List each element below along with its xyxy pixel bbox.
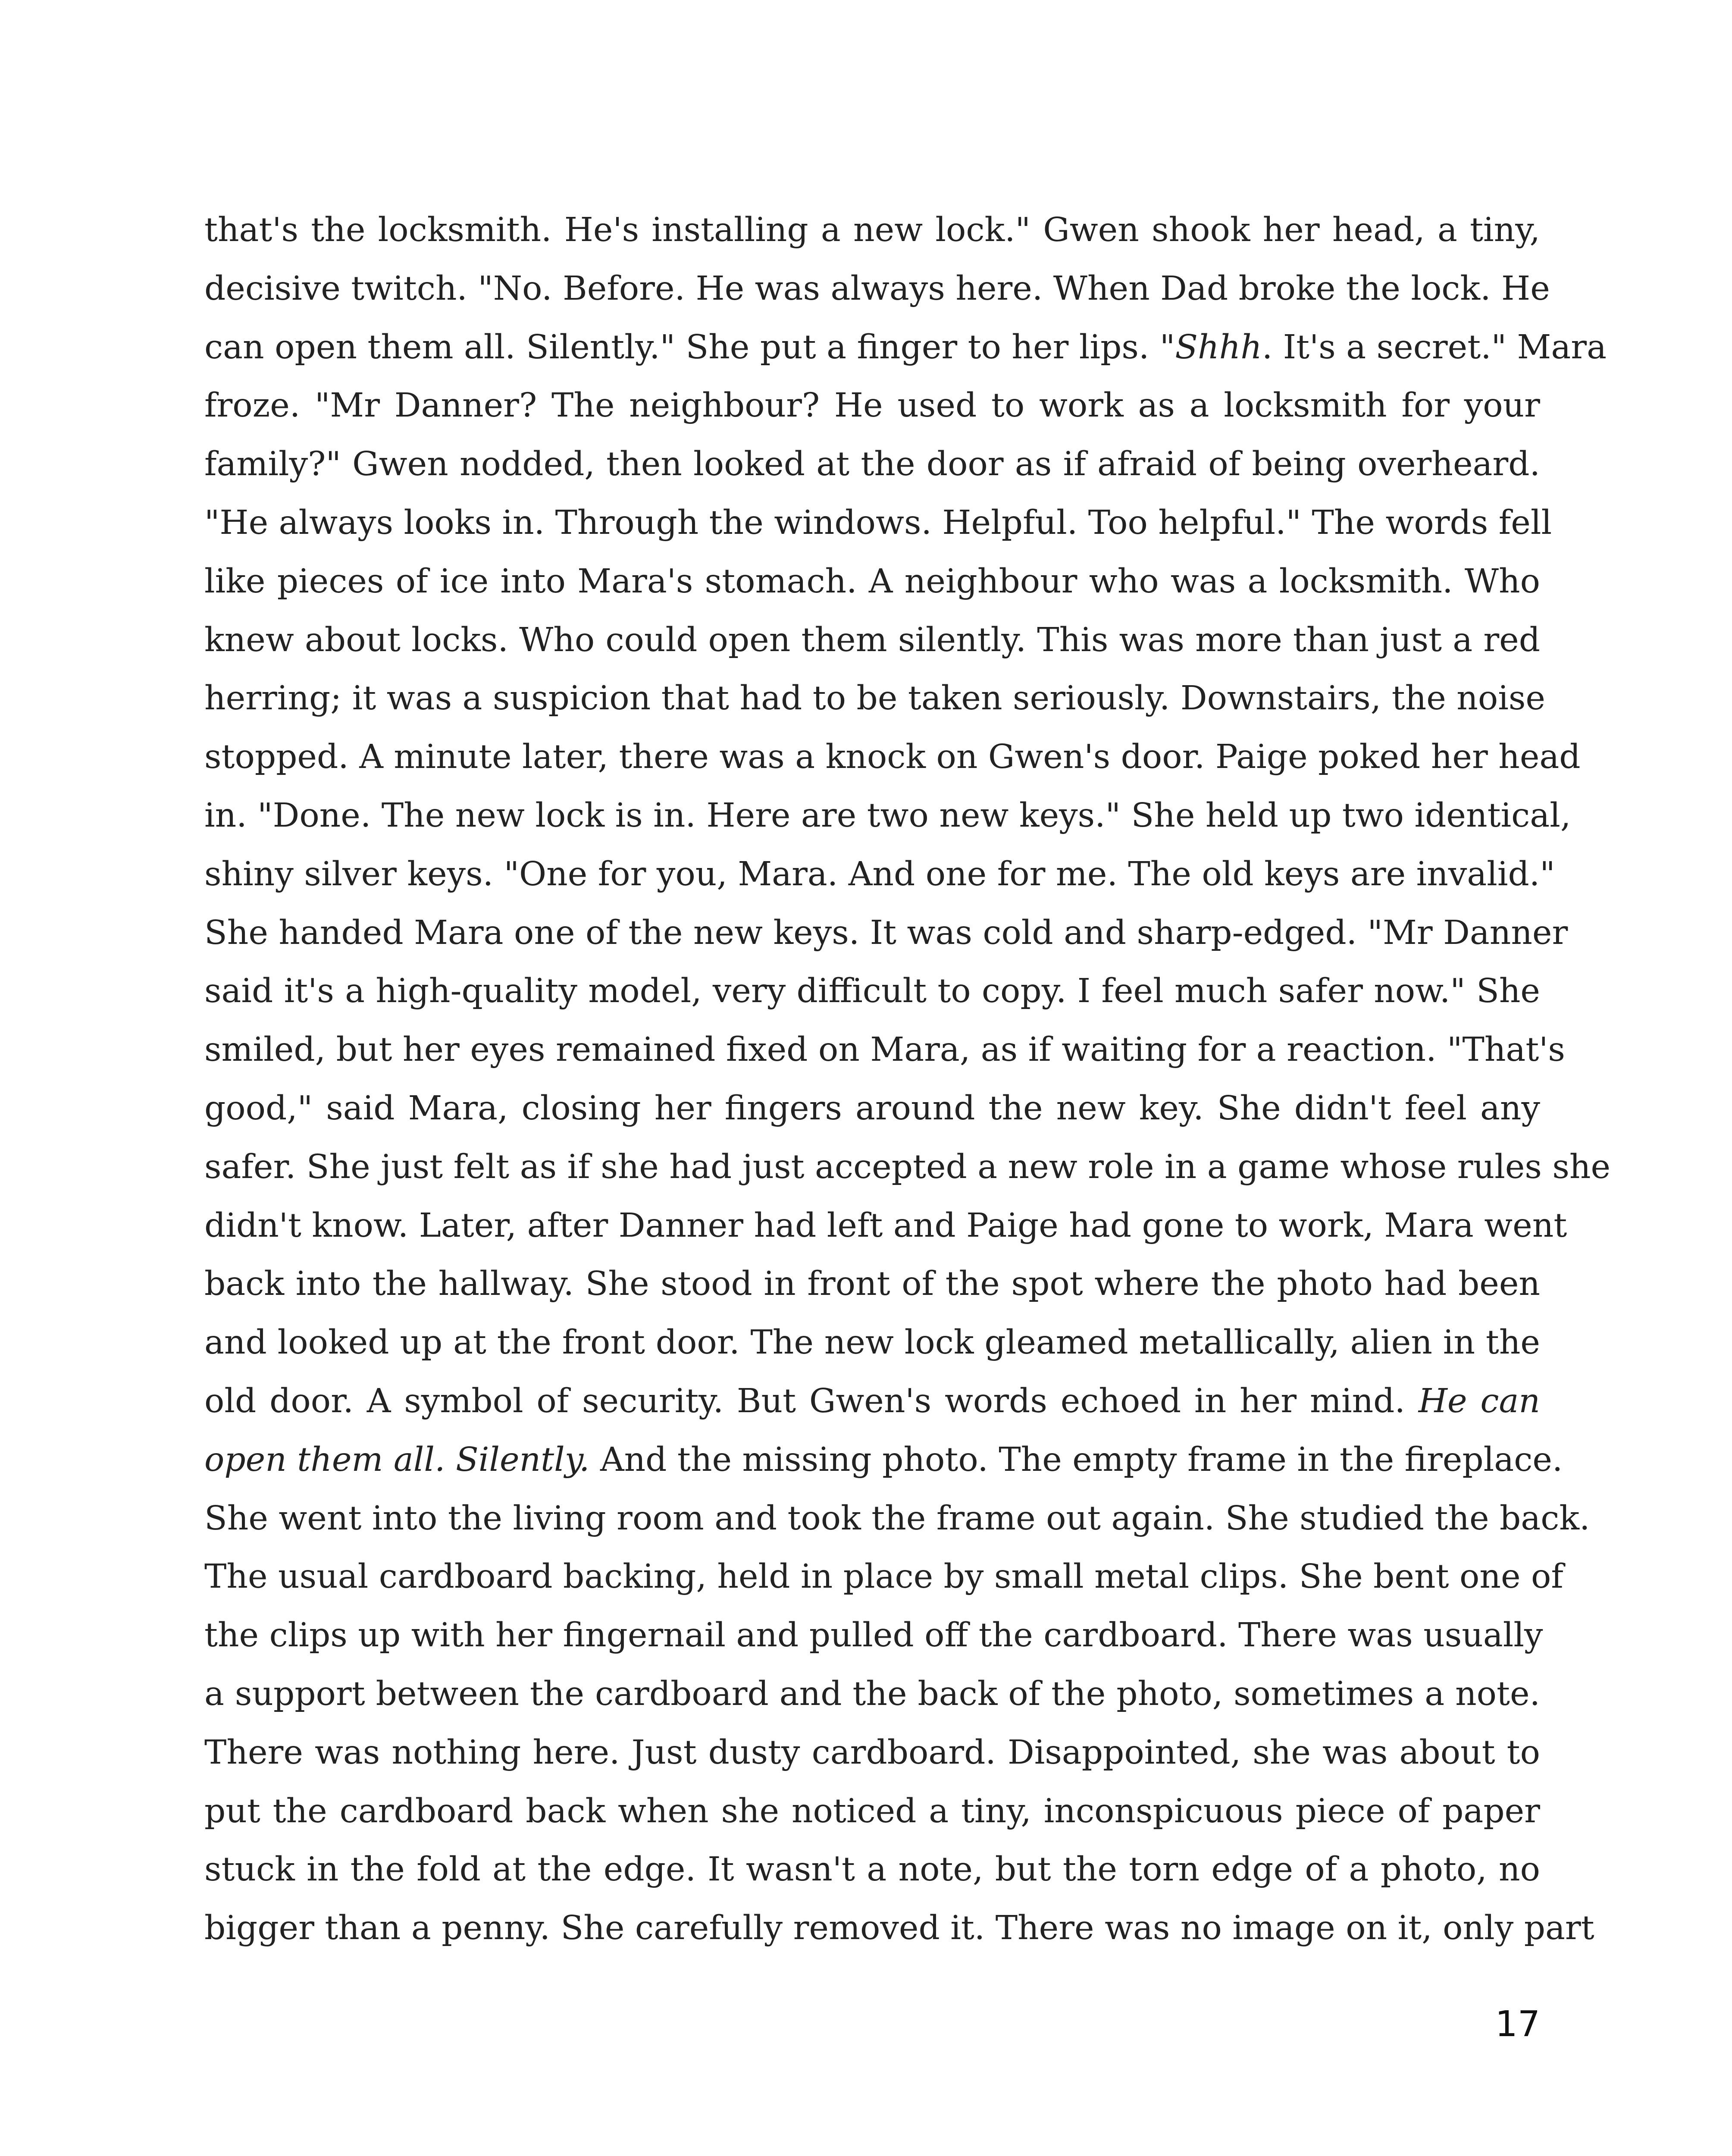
text-line [204, 845, 1555, 904]
text-segment: The usual cardboard backing, held in place by small metal clips. She bent one of [204, 1557, 1563, 1596]
text-line [204, 1138, 1611, 1197]
text-segment: . It's a secret." Mara [1262, 328, 1607, 367]
text-segment: herring; it was a suspicion that had to be taken seriously. Downstairs, the noise [204, 679, 1545, 718]
text-segment: stopped. A minute later, there was a knock on Gwen's door. Paige poked her head [204, 738, 1581, 777]
text-segment: old door. A symbol of security. But Gwen's words echoed in her mind. [204, 1382, 1419, 1420]
text-line [204, 1724, 1540, 1782]
body-text [204, 201, 1611, 1958]
text-segment: good," said Mara, closing her fingers around the new key. She didn't feel any [204, 1089, 1540, 1128]
text-segment: back into the hallway. She stood in front of the spot where the photo had been [204, 1265, 1540, 1304]
text-segment: bigger than a penny. She carefully removed it. There was no image on it, only part [204, 1909, 1594, 1948]
text-line [204, 611, 1540, 670]
text-segment: safer. She just felt as if she had just accepted a new role in a game whose rules she [204, 1147, 1611, 1186]
italic-text: open them all. Silently. [204, 1440, 590, 1479]
text-segment: family?" Gwen nodded, then looked at the door as if afraid of being overheard. [204, 445, 1540, 484]
text-segment: said it's a high-quality model, very difficult to copy. I feel much safer now." She [204, 972, 1540, 1011]
text-segment: didn't know. Later, after Danner had left and Paige had gone to work, Mara went [204, 1206, 1567, 1245]
text-line [204, 318, 1607, 377]
text-line [204, 904, 1568, 962]
text-segment: There was nothing here. Just dusty cardboard. Disappointed, she was about to [204, 1733, 1540, 1772]
text-line [204, 728, 1581, 787]
text-segment: She handed Mara one of the new keys. It was cold and sharp-edged. "Mr Danner [204, 913, 1568, 952]
text-line [204, 1548, 1563, 1606]
text-line [204, 1021, 1565, 1079]
text-segment: smiled, but her eyes remained fixed on Mara, as if waiting for a reaction. "That's [204, 1031, 1565, 1069]
text-line [204, 1197, 1567, 1255]
text-line [204, 376, 1540, 435]
text-line [204, 1313, 1540, 1372]
text-segment: shiny silver keys. "One for you, Mara. And one for me. The old keys are invalid." [204, 855, 1555, 893]
text-segment: decisive twitch. "No. Before. He was always here. When Dad broke the lock. He [204, 269, 1550, 308]
text-line [204, 1372, 1540, 1431]
text-line [204, 1840, 1540, 1899]
text-segment: stuck in the fold at the edge. It wasn't a note, but the torn edge of a photo, no [204, 1850, 1540, 1889]
text-line [204, 1606, 1543, 1665]
text-segment: that's the locksmith. He's installing a new lock." Gwen shook her head, a tiny, [204, 211, 1540, 249]
text-line [204, 1899, 1594, 1958]
text-segment: knew about locks. Who could open them silently. This was more than just a red [204, 620, 1540, 659]
text-line [204, 1255, 1540, 1313]
text-segment: can open them all. Silently." She put a finger to her lips. " [204, 328, 1175, 367]
text-line [204, 435, 1540, 494]
text-segment: and looked up at the front door. The new lock gleamed metallically, alien in the [204, 1323, 1540, 1362]
text-line [204, 669, 1545, 728]
italic-text: Shhh [1175, 328, 1262, 367]
text-segment: the clips up with her fingernail and pulled off the cardboard. There was usually [204, 1616, 1543, 1655]
text-line [204, 1489, 1590, 1548]
italic-text: He can [1418, 1382, 1540, 1420]
text-line [204, 1431, 1563, 1489]
text-line [204, 552, 1540, 611]
text-segment: "He always looks in. Through the windows. Helpful. Too helpful." The words fell [204, 503, 1552, 542]
text-segment: like pieces of ice into Mara's stomach. A neighbour who was a locksmith. Who [204, 562, 1540, 601]
text-segment: in. "Done. The new lock is in. Here are two new keys." She held up two identical, [204, 796, 1571, 835]
page-number: 17 [1495, 2004, 1540, 2045]
text-line [204, 1665, 1540, 1724]
text-segment: a support between the cardboard and the back of the photo, sometimes a note. [204, 1674, 1540, 1713]
text-line [204, 260, 1550, 318]
text-segment: put the cardboard back when she noticed a tiny, inconspicuous piece of paper [204, 1792, 1540, 1830]
text-line [204, 494, 1552, 552]
text-line [204, 962, 1540, 1021]
text-segment: She went into the living room and took the frame out again. She studied the back. [204, 1499, 1590, 1538]
text-segment: froze. "Mr Danner? The neighbour? He used to work as a locksmith for your [204, 386, 1540, 425]
text-segment: And the missing photo. The empty frame in the fireplace. [589, 1440, 1563, 1479]
text-line [204, 787, 1571, 845]
text-line [204, 1079, 1540, 1138]
text-line [204, 201, 1540, 260]
text-line [204, 1782, 1540, 1841]
